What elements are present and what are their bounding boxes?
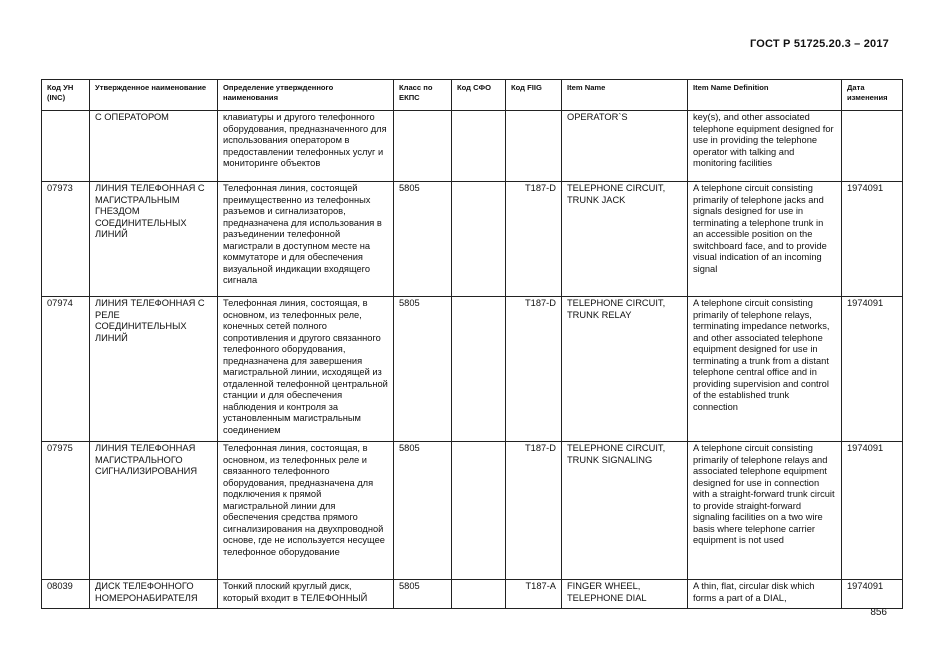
cell-sfo [452,111,506,182]
cell-approved-name: С ОПЕРАТОРОМ [90,111,218,182]
table-row [42,580,903,609]
cell-item-name: TELEPHONE CIRCUIT, TRUNK JACK [562,182,688,297]
col-header-class: Класс по ЕКПС [394,80,452,111]
cell-approved-name: ЛИНИЯ ТЕЛЕФОННАЯ С МАГИСТРАЛЬНЫМ ГНЕЗДОМ СОЕДИНИТЕЛЬНЫХ ЛИНИЙ [90,182,218,297]
cell-item-definition: A telephone circuit consisting primarily of telephone jacks and signals designed for use in terminating a telephone trunk in an accessible position on the switchboard face, and to provide visual indication of an incoming signal [688,182,842,297]
cell-item-definition: A telephone circuit consisting primarily of telephone relays and associated telephone equipment designed for use in connection with a straight-forward trunk circuit to provide straight-forward signaling facilities on a two wire basis where telephone carrier equipment is not used [688,442,842,580]
cell-sfo [452,297,506,442]
cell-item-definition: key(s), and other associated telephone equipment designed for use in providing the telephone operator with talking and monitoring facilities [688,111,842,182]
cell-fiig: T187-D [506,182,562,297]
cell-definition: клавиатуры и другого телефонного оборудования, предназначенного для использования оператором в предоставлении телефонных услуг и мониторинге объектов [218,111,394,182]
col-header-approved-name: Утвержденное наименование [90,80,218,111]
cell-inc: 07974 [42,297,90,442]
table-row [42,442,903,580]
catalog-table [41,79,903,609]
cell-item-name: TELEPHONE CIRCUIT, TRUNK SIGNALING [562,442,688,580]
cell-definition: Телефонная линия, состоящая, в основном, из телефонных реле, конечных сетей полного сопротивления и другого связанного телефонного оборудования, предназначена для завершения магистральной линии, исходящей из отдаленной телефонной центральной станции и для обеспечения наблюдения и контроля за установленным магистральным соединением [218,297,394,442]
table-row [42,182,903,297]
table-row [42,297,903,442]
cell-inc: 07975 [42,442,90,580]
cell-class: 5805 [394,580,452,609]
cell-approved-name: ДИСК ТЕЛЕФОННОГО НОМЕРОНАБИРАТЕЛЯ [90,580,218,609]
col-header-sfo: Код СФО [452,80,506,111]
col-header-fiig: Код FIIG [506,80,562,111]
cell-class [394,111,452,182]
cell-date [842,111,903,182]
cell-definition: Телефонная линия, состоящая, в основном, из телефонных реле и связанного телефонного оборудования, предназначена для подключения к прямой магистральной линии для обеспечения средства прямого сигнализирования на двухпроводной основе, где не используется несущее телефонное оборудование [218,442,394,580]
col-header-inc: Код УН (INC) [42,80,90,111]
cell-item-definition: A telephone circuit consisting primarily of telephone relays, terminating impedance networks, and other associated telephone equipment designed for use in terminating a trunk from a distant telephone central office and in providing supervision and control of the established trunk connection [688,297,842,442]
cell-inc: 08039 [42,580,90,609]
cell-approved-name: ЛИНИЯ ТЕЛЕФОННАЯ С РЕЛЕ СОЕДИНИТЕЛЬНЫХ ЛИНИЙ [90,297,218,442]
cell-inc [42,111,90,182]
col-header-item-name: Item Name [562,80,688,111]
table-row [42,111,903,182]
cell-fiig: T187-D [506,442,562,580]
cell-approved-name: ЛИНИЯ ТЕЛЕФОННАЯ МАГИСТРАЛЬНОГО СИГНАЛИЗИРОВАНИЯ [90,442,218,580]
col-header-item-definition: Item Name Definition [688,80,842,111]
cell-inc: 07973 [42,182,90,297]
cell-fiig [506,111,562,182]
cell-class: 5805 [394,182,452,297]
cell-definition: Тонкий плоский круглый диск, который входит в ТЕЛЕФОННЫЙ [218,580,394,609]
table-header-row [42,80,903,111]
col-header-date: Дата изменения [842,80,903,111]
cell-fiig: T187-D [506,297,562,442]
cell-item-definition: A thin, flat, circular disk which forms a part of a DIAL, [688,580,842,609]
col-header-definition: Определение утвержденного наименования [218,80,394,111]
cell-item-name: TELEPHONE CIRCUIT, TRUNK RELAY [562,297,688,442]
cell-date: 1974091 [842,580,903,609]
cell-item-name: FINGER WHEEL, TELEPHONE DIAL [562,580,688,609]
cell-date: 1974091 [842,182,903,297]
cell-item-name: OPERATOR`S [562,111,688,182]
cell-sfo [452,442,506,580]
document-designation: ГОСТ Р 51725.20.3 – 2017 [749,38,889,50]
cell-sfo [452,182,506,297]
cell-date: 1974091 [842,442,903,580]
cell-class: 5805 [394,297,452,442]
cell-fiig: T187-A [506,580,562,609]
page-number: 856 [870,607,887,618]
cell-date: 1974091 [842,297,903,442]
cell-definition: Телефонная линия, состоящей преимущественно из телефонных разъемов и сигнализаторов, предназначена для использования в разъединении телефонной магистрали в доступном месте на коммутаторе и для обеспечения визуальной индикации входящего сигнала [218,182,394,297]
cell-sfo [452,580,506,609]
cell-class: 5805 [394,442,452,580]
